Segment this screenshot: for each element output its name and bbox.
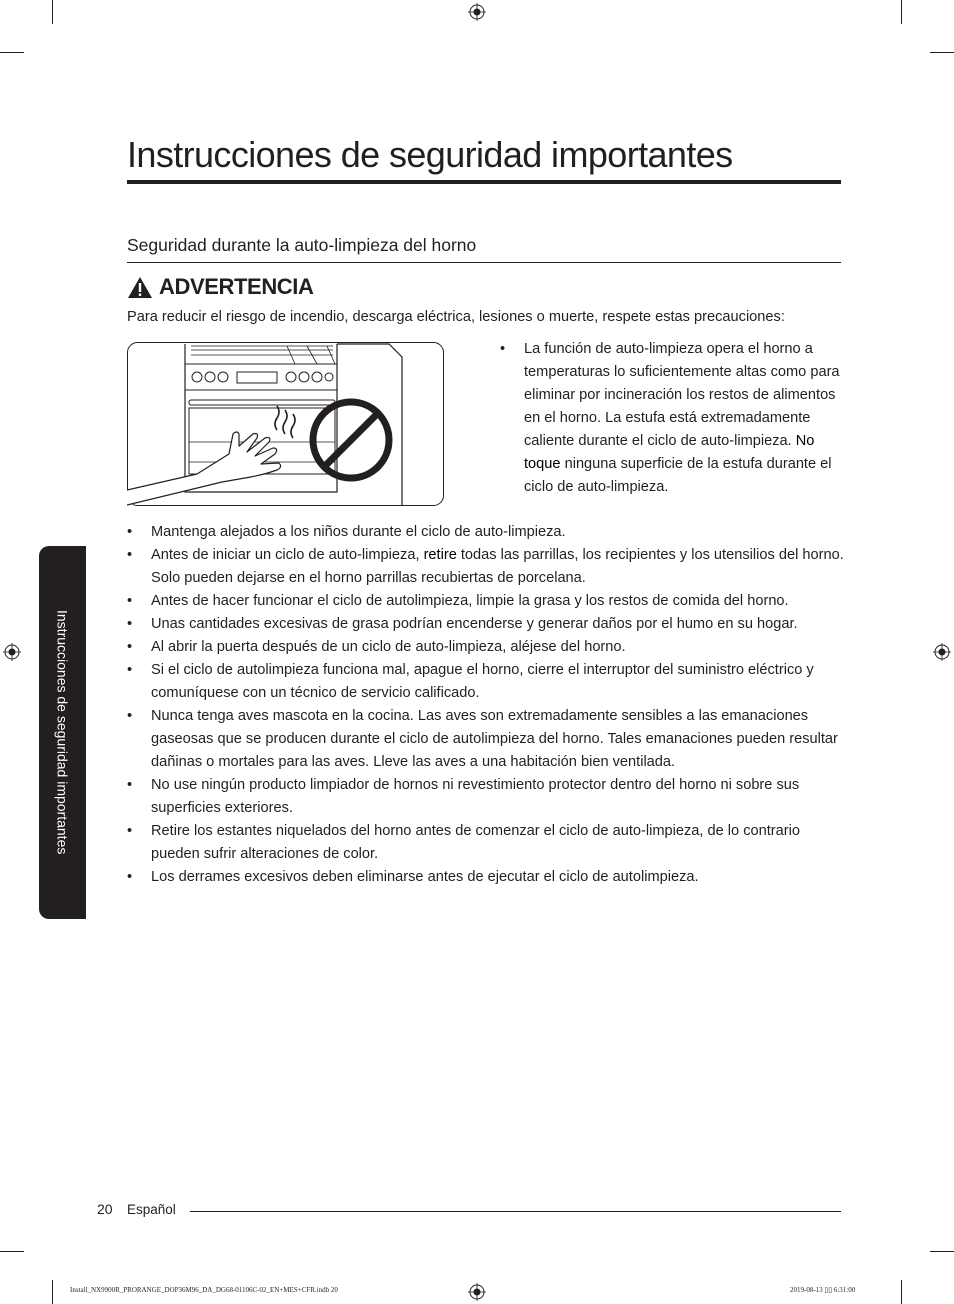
crop-mark [930, 1251, 954, 1252]
crop-mark [930, 52, 954, 53]
bullet-marker: • [500, 341, 506, 357]
list-item [127, 774, 847, 820]
list-item-text: Al abrir la puerta después de un ciclo de auto-limpieza, aléjese del horno. [151, 639, 626, 655]
list-item-text: Mantenga alejados a los niños durante el ciclo de auto-limpieza. [151, 524, 566, 540]
section-heading: Seguridad durante la auto-limpieza del horno [127, 235, 477, 255]
list-item [500, 338, 845, 499]
crop-mark [0, 52, 24, 53]
bullet-marker: • [127, 616, 133, 632]
list-item [127, 636, 847, 659]
page-number: 20 [97, 1201, 113, 1217]
list-item [127, 544, 847, 590]
warning-label [127, 274, 314, 300]
list-item [127, 521, 847, 544]
list-item-text: Si el ciclo de autolimpieza funciona mal, apague el horno, cierre el interruptor del suministro eléctrico y comuníquese con un técnico de servicio calificado. [151, 662, 814, 701]
footer-language: Español [127, 1202, 176, 1217]
list-item-text: todas las parrillas, los recipientes y los utensilios del horno. Solo pueden dejarse en el horno parrillas recubiertas de porcelana. [151, 547, 844, 586]
bullet-marker: • [127, 869, 133, 885]
bullet-marker: • [127, 524, 133, 540]
bullet-marker: • [127, 593, 133, 609]
crop-mark [901, 0, 902, 24]
list-item-text: Nunca tenga aves mascota en la cocina. Las aves son extremadamente sensibles a las emanaciones gaseosas que se producen durante el ciclo de autolimpieza del horno. Tales emanaciones pueden resultar dañinas o mortales para las aves. Lleve las aves a una habitación bien ventilada. [151, 708, 838, 770]
registration-mark-icon [468, 3, 486, 21]
crop-mark [901, 1280, 902, 1304]
crop-mark [0, 1251, 24, 1252]
crop-mark [52, 1280, 53, 1304]
list-item-text: Antes de hacer funcionar el ciclo de autolimpieza, limpie la grasa y los restos de comida del horno. [151, 593, 789, 609]
bullet-marker: • [127, 777, 133, 793]
warning-intro: Para reducir el riesgo de incendio, descarga eléctrica, lesiones o muerte, respete estas precauciones: [127, 309, 785, 325]
title-rule [127, 180, 841, 184]
list-item-text: ninguna superficie de la estufa durante el ciclo de auto-limpieza. [524, 456, 832, 495]
warning-triangle-icon [127, 276, 153, 299]
list-item-text: Unas cantidades excesivas de grasa podrían encenderse y generar daños por el humo en su hogar. [151, 616, 798, 632]
side-bullet-list [500, 338, 845, 499]
list-item-text: La función de auto-limpieza opera el horno a temperaturas lo suficientemente altas como para eliminar por incineración los restos de alimentos en el horno. La estufa está extremadamente caliente durante el ciclo de auto-limpieza. [524, 341, 840, 449]
list-item-emphasis: No toque [524, 433, 815, 472]
section-rule [127, 262, 841, 263]
list-item-text: No use ningún producto limpiador de hornos ni revestimiento protector dentro del horno ni sobre sus superficies exteriores. [151, 777, 800, 816]
list-item [127, 820, 847, 866]
list-item [127, 613, 847, 636]
list-item-text: Antes de iniciar un ciclo de auto-limpieza, [151, 547, 424, 563]
page-title: Instrucciones de seguridad importantes [127, 134, 733, 175]
list-item [127, 866, 847, 889]
list-item-text: Retire los estantes niquelados del horno antes de comenzar el ciclo de auto-limpieza, de lo contrario pueden sufrir alteraciones de color. [151, 823, 800, 862]
bullet-marker: • [127, 547, 133, 563]
registration-mark-icon [468, 1283, 486, 1301]
bullet-marker: • [127, 708, 133, 724]
list-item [127, 705, 847, 774]
registration-mark-icon [3, 643, 21, 661]
bullet-marker: • [127, 662, 133, 678]
list-item-text: Los derrames excesivos deben eliminarse antes de ejecutar el ciclo de autolimpieza. [151, 869, 699, 885]
list-item-emphasis: retire [423, 547, 457, 563]
print-slug-file: Install_NX9900R_PRORANGE_DOP36M96_DA_DG68-01106C-02_EN+MES+CFR.indb 20 [70, 1286, 338, 1294]
bullet-marker: • [127, 823, 133, 839]
oven-illustration [127, 342, 444, 506]
chapter-tab-label: Instrucciones de seguridad importantes [54, 610, 71, 855]
print-slug-date: 2019-08-13 ▯▯ 6:31:00 [790, 1286, 856, 1294]
bullet-marker: • [127, 639, 133, 655]
warning-label-text: ADVERTENCIA [159, 274, 314, 299]
precautions-list [127, 521, 847, 889]
crop-mark [52, 0, 53, 24]
registration-mark-icon [933, 643, 951, 661]
list-item [127, 590, 847, 613]
list-item [127, 659, 847, 705]
footer-rule [190, 1211, 841, 1212]
